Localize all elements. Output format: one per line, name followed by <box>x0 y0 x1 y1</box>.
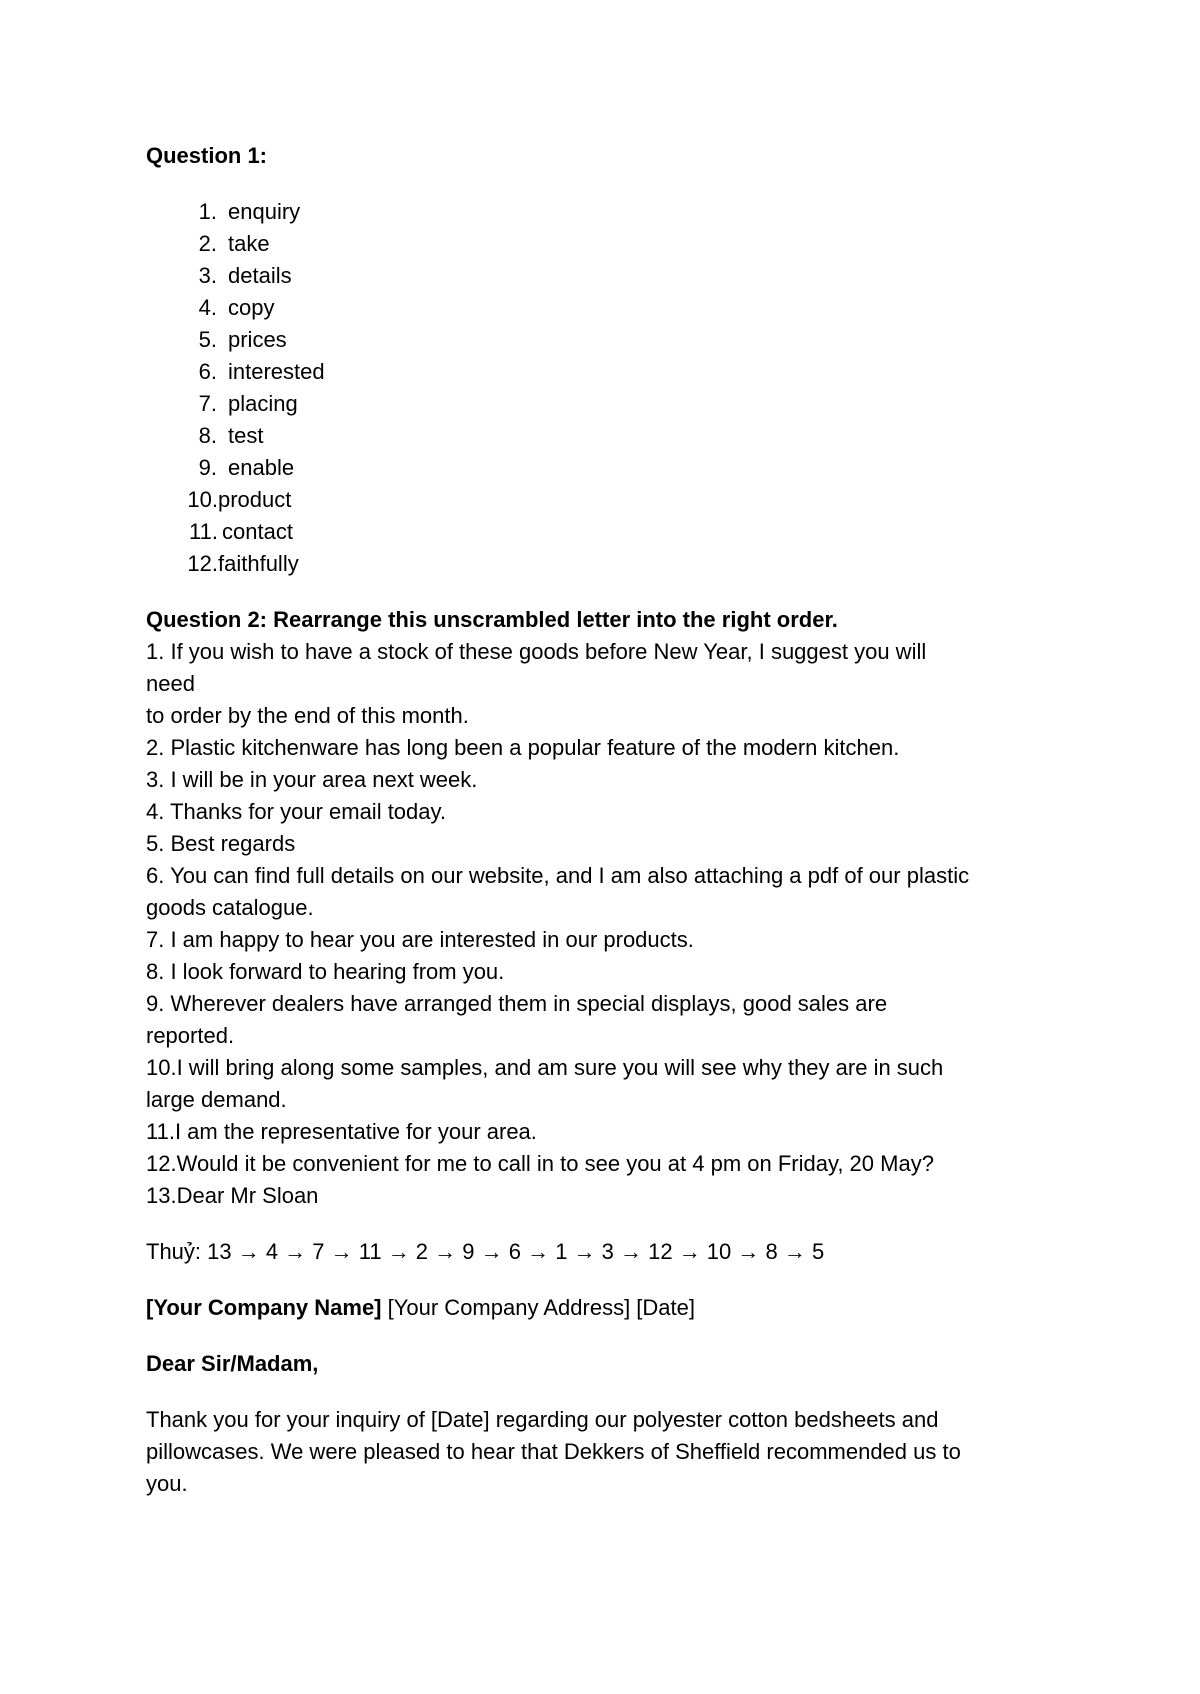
scrambled-line: 3. I will be in your area next week. <box>146 767 478 792</box>
letter-salutation: Dear Sir/Madam, <box>146 1351 319 1376</box>
question-2-title: Question 2: Rearrange this unscrambled letter into the right order. <box>146 607 838 632</box>
list-item-number: 2. <box>198 231 217 256</box>
list-item <box>146 356 1066 388</box>
list-item-text: enable <box>228 455 295 480</box>
list-item-number: 3. <box>198 263 217 288</box>
scrambled-line: 10.I will bring along some samples, and am sure you will see why they are in such <box>146 1055 944 1080</box>
letter-body-line: Thank you for your inquiry of [Date] regarding our polyester cotton bedsheets and <box>146 1407 939 1432</box>
question-1-title: Question 1: <box>146 143 268 168</box>
scrambled-line: large demand. <box>146 1087 287 1112</box>
list-item <box>146 292 1066 324</box>
scrambled-line: need <box>146 671 195 696</box>
list-item <box>146 452 1066 484</box>
list-item <box>146 420 1066 452</box>
answer-order: Thuỷ: 13 → 4 → 7 → 11 → 2 → 9 → 6 → 1 → 3 → 12 → 10 → 8 → 5 <box>146 1239 825 1264</box>
list-item-number: 6. <box>198 359 217 384</box>
list-item-number: 8. <box>198 423 217 448</box>
list-item-text: copy <box>228 295 275 320</box>
list-item-number: 10. <box>187 487 218 512</box>
scrambled-line: goods catalogue. <box>146 895 314 920</box>
scrambled-line: 4. Thanks for your email today. <box>146 799 446 824</box>
scrambled-line: 13.Dear Mr Sloan <box>146 1183 319 1208</box>
list-item-text: faithfully <box>218 551 299 576</box>
list-item-text: take <box>228 231 270 256</box>
list-item-number: 4. <box>198 295 217 320</box>
list-item <box>146 324 1066 356</box>
list-item-text: details <box>228 263 292 288</box>
letter-body-paragraph <box>146 1404 1066 1500</box>
list-item-number: 9. <box>198 455 217 480</box>
list-item-number: 5. <box>198 327 217 352</box>
list-item <box>146 228 1066 260</box>
scrambled-line: to order by the end of this month. <box>146 703 469 728</box>
scrambled-line: 6. You can find full details on our website, and I am also attaching a pdf of our plastic <box>146 863 970 888</box>
list-item <box>146 260 1066 292</box>
list-item-text: contact <box>222 519 293 544</box>
list-item-text: prices <box>228 327 287 352</box>
question-1-answer-list <box>146 196 1066 580</box>
company-address-date: [Your Company Address] [Date] <box>381 1295 695 1320</box>
scrambled-line: reported. <box>146 1023 235 1048</box>
scrambled-line: 12.Would it be convenient for me to call in to see you at 4 pm on Friday, 20 May? <box>146 1151 934 1176</box>
list-item-text: interested <box>228 359 325 384</box>
scrambled-line: 8. I look forward to hearing from you. <box>146 959 505 984</box>
list-item <box>146 516 1066 548</box>
letter-body-line: pillowcases. We were pleased to hear that Dekkers of Sheffield recommended us to <box>146 1439 961 1464</box>
scrambled-line: 5. Best regards <box>146 831 296 856</box>
list-item-number: 1. <box>198 199 217 224</box>
list-item-number: 12. <box>187 551 218 576</box>
list-item-text: product <box>218 487 292 512</box>
list-item <box>146 388 1066 420</box>
list-item-text: placing <box>228 391 298 416</box>
list-item <box>146 548 1066 580</box>
list-item-number: 7. <box>198 391 217 416</box>
document-page <box>146 140 1066 1500</box>
list-item-text: enquiry <box>228 199 301 224</box>
letter-body-line: you. <box>146 1471 188 1496</box>
question-2-scrambled-lines <box>146 636 1066 1212</box>
scrambled-line: 2. Plastic kitchenware has long been a popular feature of the modern kitchen. <box>146 735 900 760</box>
scrambled-line: 7. I am happy to hear you are interested in our products. <box>146 927 694 952</box>
list-item-text: test <box>228 423 264 448</box>
company-name: [Your Company Name] <box>146 1295 382 1320</box>
list-item <box>146 484 1066 516</box>
list-item <box>146 196 1066 228</box>
list-item-number: 11. <box>189 519 218 544</box>
letter-header <box>146 1292 1066 1324</box>
scrambled-line: 11.I am the representative for your area. <box>146 1119 537 1144</box>
scrambled-line: 1. If you wish to have a stock of these goods before New Year, I suggest you will <box>146 639 927 664</box>
scrambled-line: 9. Wherever dealers have arranged them in special displays, good sales are <box>146 991 888 1016</box>
